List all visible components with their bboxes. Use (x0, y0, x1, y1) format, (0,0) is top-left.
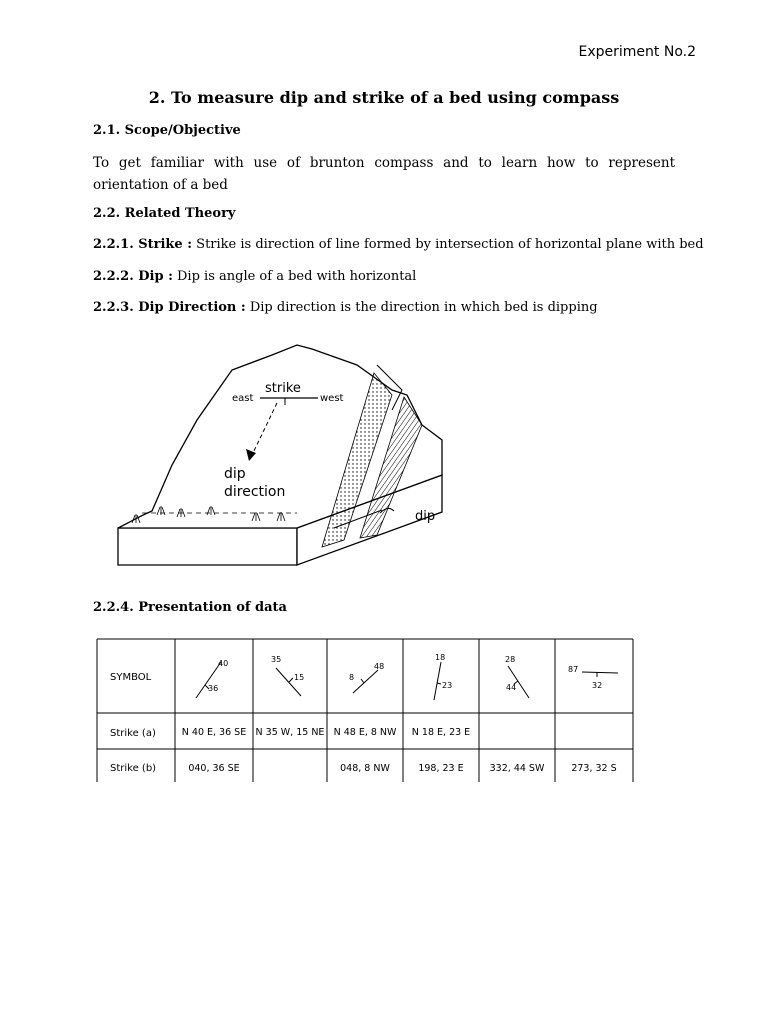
row-label-symbol: SYMBOL (110, 672, 152, 683)
symbol-strike-value: 18 (435, 653, 446, 662)
experiment-number: Experiment No.2 (578, 44, 696, 60)
dip-direction-label-1: dip (224, 466, 246, 482)
strike-a-cell: N 18 E, 23 E (411, 727, 471, 738)
strike-b-cell: 332, 44 SW (489, 763, 545, 774)
symbol-strike-value: 40 (218, 659, 229, 668)
bed-block-diagram (112, 335, 457, 575)
strike-b-cell: 040, 36 SE (188, 763, 240, 774)
symbol-strike-value: 28 (505, 655, 516, 664)
strike-a-cell: N 40 E, 36 SE (181, 727, 247, 738)
strike-diagram-label: strike (265, 381, 301, 396)
symbol-dip-value: 15 (294, 673, 305, 682)
presentation-heading: 2.2.4. Presentation of data (93, 600, 287, 615)
row-label-strike-a: Strike (a) (110, 728, 156, 739)
strike-b-cell: 198, 23 E (418, 763, 464, 774)
symbol-strike-value: 48 (374, 662, 385, 671)
strike-a-cell: N 48 E, 8 NW (333, 727, 397, 738)
symbol-dip-value: 8 (349, 673, 355, 682)
dip-direction-definition (93, 300, 598, 315)
symbol-strike-value: 87 (568, 665, 579, 674)
symbol-dip-value: 32 (592, 681, 603, 690)
dip-direction-label: 2.2.3. Dip Direction : (93, 300, 246, 315)
strike-definition (93, 237, 704, 252)
symbol-dip-value: 23 (442, 681, 453, 690)
orientation-data-table (96, 638, 634, 782)
strike-dip-symbol (349, 662, 384, 693)
strike-a-cell: N 35 W, 15 NE (255, 727, 325, 738)
strike-b-cell: 048, 8 NW (340, 763, 390, 774)
dip-definition (93, 269, 416, 284)
symbol-dip-value: 36 (208, 684, 219, 693)
dip-diagram-label: dip (415, 509, 436, 524)
row-label-strike-b: Strike (b) (110, 763, 157, 774)
strike-dip-symbol (568, 665, 618, 690)
strike-dip-symbol (271, 655, 304, 696)
strike-label: 2.2.1. Strike : (93, 237, 193, 252)
page-title: 2. To measure dip and strike of a bed using compass (148, 88, 620, 107)
scope-text: To get familiar with use of brunton compass and to learn how to represent orientation of a bed (93, 155, 675, 193)
strike-dip-symbol (434, 653, 452, 700)
dip-label: 2.2.2. Dip : (93, 269, 173, 284)
dip-direction-text: Dip direction is the direction in which bed is dipping (245, 300, 598, 315)
symbol-strike-value: 35 (271, 655, 282, 664)
dip-text: Dip is angle of a bed with horizontal (172, 269, 417, 284)
strike-b-cell: 273, 32 S (571, 763, 617, 774)
scope-heading: 2.1. Scope/Objective (93, 123, 241, 138)
strike-dip-symbol (505, 655, 529, 698)
west-label: west (320, 393, 344, 404)
theory-heading: 2.2. Related Theory (93, 206, 236, 221)
east-label: east (232, 393, 254, 404)
symbol-dip-value: 44 (506, 683, 517, 692)
strike-text: Strike is direction of line formed by intersection of horizontal plane with bed (192, 237, 704, 252)
strike-dip-symbol (196, 659, 228, 698)
dip-direction-label-2: direction (224, 484, 286, 500)
